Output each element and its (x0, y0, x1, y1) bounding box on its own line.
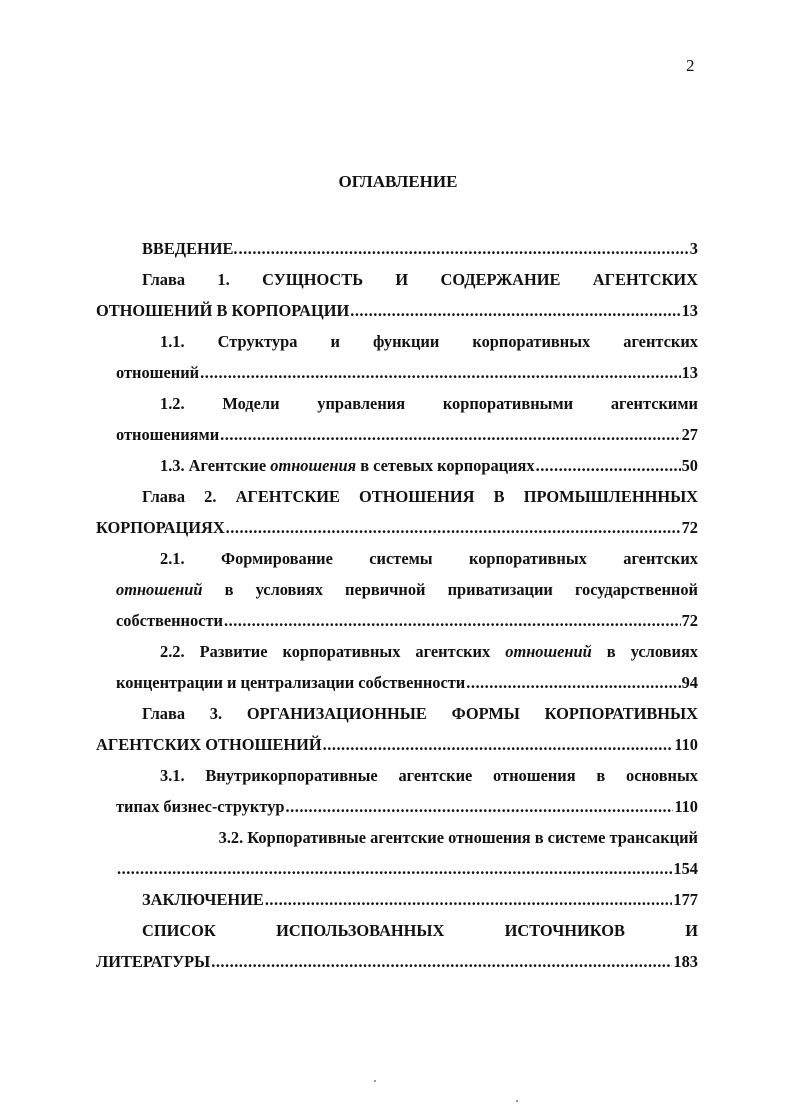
toc-entry-section-2-1 (116, 543, 698, 636)
dot-leader (265, 884, 673, 915)
toc-entry-label: 3.2. Корпоративные агентские отношения в системе трансакций (218, 828, 698, 847)
toc-entry-label: 2.1. Формирование системы корпоративных агентских (160, 549, 698, 568)
toc-entry-chapter-3 (96, 698, 698, 760)
dot-leader (224, 605, 681, 636)
toc-entry-section-1-1 (116, 326, 698, 388)
toc-page-number: 3 (689, 239, 698, 258)
toc-entry-section-3-1 (116, 760, 698, 822)
toc-entry-intro (116, 233, 698, 264)
toc-entry-label-cont: АГЕНТСКИХ ОТНОШЕНИЙ (96, 735, 322, 754)
toc-entry-chapter-1 (96, 264, 698, 326)
toc-entry-label: ЗАКЛЮЧЕНИЕ (142, 890, 264, 909)
toc-entry-label: 1.3. Агентские отношения в сетевых корпорациях (160, 456, 535, 475)
toc-page-number: 183 (673, 952, 698, 971)
toc-entry-label: 3.1. Внутрикорпоративные агентские отношения в основных (160, 766, 698, 785)
toc-page-number: 94 (681, 673, 698, 692)
toc-page-number: 13 (681, 363, 698, 382)
dot-leader (239, 233, 689, 264)
toc-entry-section-2-2 (116, 636, 698, 698)
toc-entry-label: 1.2. Модели управления корпоративными агентскими (160, 394, 698, 413)
dot-leader (226, 512, 681, 543)
page-number: 2 (686, 56, 695, 75)
toc-entry-label: СПИСОК ИСПОЛЬЗОВАННЫХ ИСТОЧНИКОВ И (142, 921, 698, 940)
toc-entry-label: Глава 1. СУЩНОСТЬ И СОДЕРЖАНИЕ АГЕНТСКИХ (142, 270, 698, 289)
toc-page-number: 110 (674, 735, 698, 754)
toc-entry-label-cont: ОТНОШЕНИЙ В КОРПОРАЦИИ (96, 301, 350, 320)
toc-entry-label-cont: отношений (116, 363, 200, 382)
toc-entry-label-cont: типах бизнес-структур (116, 797, 285, 816)
toc-entry-label: 1.1. Структура и функции корпоративных агентских (160, 332, 698, 351)
toc-entry-label-cont: концентрации и централизации собственности (116, 673, 466, 692)
toc-entry-references (96, 915, 698, 977)
page-title: ОГЛАВЛЕНИЕ (338, 172, 458, 191)
toc-page-number: 72 (681, 518, 698, 537)
toc-entry-section-1-2 (116, 388, 698, 450)
toc-entry-label-cont: отношений в условиях первичной приватизации государственной (116, 580, 698, 599)
toc-entry-label: ВВЕДЕНИЕ. (142, 239, 238, 258)
toc-entry-section-1-3 (116, 450, 698, 481)
toc-page-number: 27 (681, 425, 698, 444)
scan-speck (516, 1100, 518, 1102)
dot-leader (286, 791, 674, 822)
scan-speck (374, 1080, 376, 1082)
toc-page-number: 154 (673, 859, 698, 878)
toc-entry-label: Глава 3. ОРГАНИЗАЦИОННЫЕ ФОРМЫ КОРПОРАТИВНЫХ (142, 704, 698, 723)
toc-entry-label-cont: КОРПОРАЦИЯХ (96, 518, 225, 537)
dot-leader (350, 295, 680, 326)
toc-page-number: 177 (673, 890, 698, 909)
toc-page-number: 50 (681, 456, 698, 475)
toc-page-number: 13 (681, 301, 698, 320)
table-of-contents (96, 233, 699, 977)
toc-entry-label-cont: отношениями (116, 425, 220, 444)
dot-leader (220, 419, 680, 450)
toc-entry-label: Глава 2. АГЕНТСКИЕ ОТНОШЕНИЯ В ПРОМЫШЛЕНННЫХ (142, 487, 698, 506)
toc-page-number: 72 (681, 611, 698, 630)
toc-page-number: 110 (674, 797, 698, 816)
dot-leader (211, 946, 672, 977)
toc-entry-section-3-2 (116, 822, 698, 884)
toc-entry-conclusion (116, 884, 698, 915)
dot-leader (466, 667, 680, 698)
toc-entry-chapter-2 (96, 481, 698, 543)
dot-leader (200, 357, 680, 388)
dot-leader (323, 729, 674, 760)
toc-entry-label: 2.2. Развитие корпоративных агентских отношений в условиях (160, 642, 699, 661)
toc-entry-label-cont: собственности (116, 611, 223, 630)
dot-leader (117, 853, 672, 884)
dot-leader (536, 450, 681, 481)
toc-entry-label-cont: ЛИТЕРАТУРЫ (96, 952, 211, 971)
